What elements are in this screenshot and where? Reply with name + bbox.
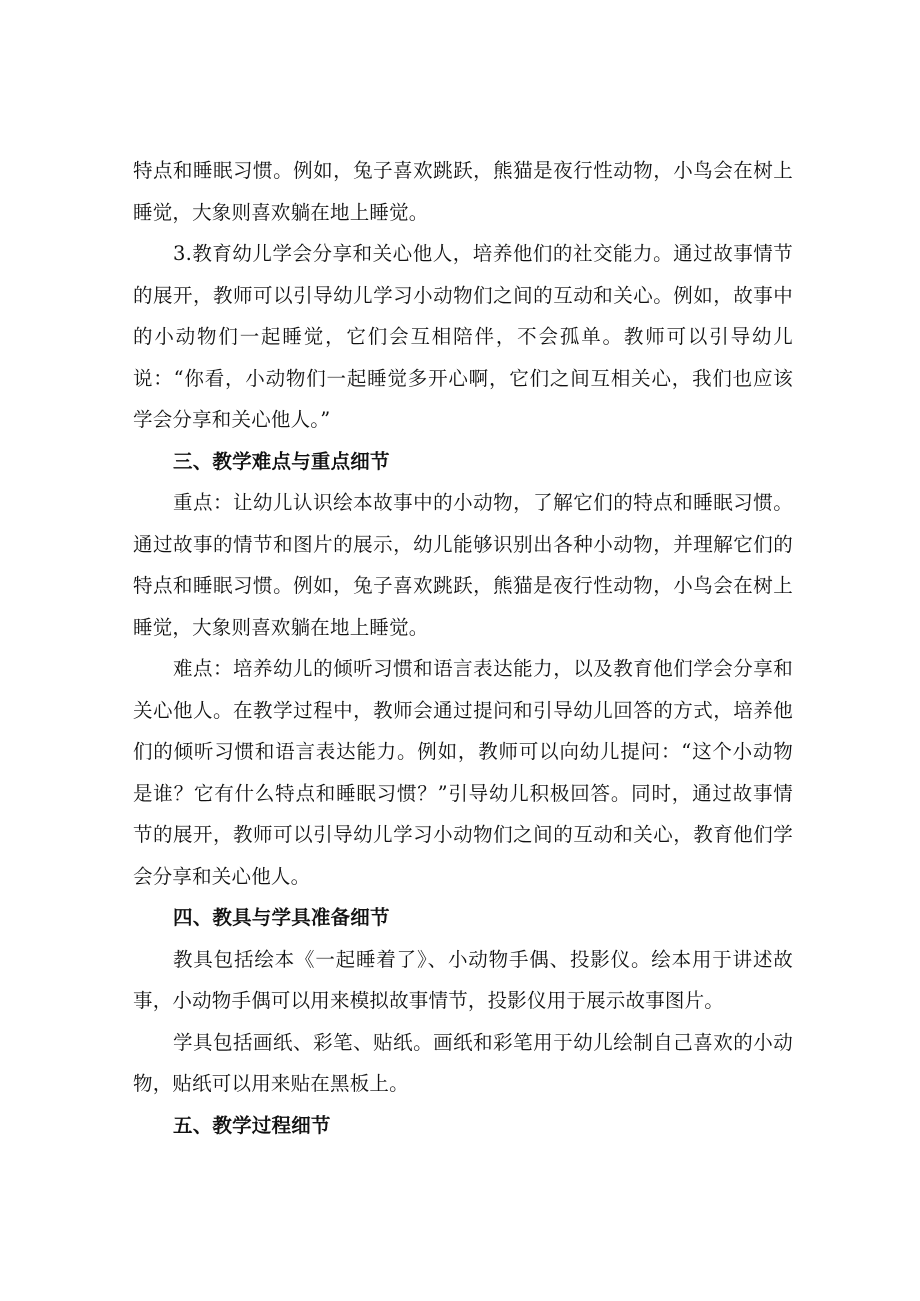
document-body: [133, 150, 793, 1146]
paragraph-sleep-habits-continued: 特点和睡眠习惯。例如，兔子喜欢跳跃，熊猫是夜行性动物，小鸟会在树上睡觉，大象则喜欢躺在地上睡觉。: [133, 159, 793, 224]
paragraph-key-points: 重点：让幼儿认识绘本故事中的小动物，了解它们的特点和睡眠习惯。通过故事的情节和图片的展示，幼儿能够识别出各种小动物，并理解它们的特点和睡眠习惯。例如，兔子喜欢跳跃，熊猫是夜行性动物，小鸟会在树上睡觉，大象则喜欢躺在地上睡觉。: [133, 491, 793, 639]
paragraph-goal-3-social: 3.教育幼儿学会分享和关心他人，培养他们的社交能力。通过故事情节的展开，教师可以引导幼儿学习小动物们之间的互动和关心。例如，故事中的小动物们一起睡觉，它们会互相陪伴，不会孤单。教师可以引导幼儿说：“你看，小动物们一起睡觉多开心啊，它们之间互相关心，我们也应该学会分享和关心他人。”: [133, 242, 793, 431]
section-heading-4: 四、教具与学具准备细节: [173, 906, 390, 929]
paragraph-difficulties: 难点：培养幼儿的倾听习惯和语言表达能力，以及教育他们学会分享和关心他人。在教学过程中，教师会通过提问和引导幼儿回答的方式，培养他们的倾听习惯和语言表达能力。例如，教师可以向幼儿提问：“这个小动物是谁？它有什么特点和睡眠习惯？”引导幼儿积极回答。同时，通过故事情节的展开，教师可以引导幼儿学习小动物们之间的互动和关心，教育他们学会分享和关心他人。: [133, 657, 793, 888]
section-heading-5: 五、教学过程细节: [173, 1113, 331, 1137]
paragraph-learning-materials: 学具包括画纸、彩笔、贴纸。画纸和彩笔用于幼儿绘制自己喜欢的小动物，贴纸可以用来贴在黑板上。: [133, 1030, 793, 1095]
section-heading-3: 三、教学难点与重点细节: [173, 449, 390, 473]
paragraph-teaching-aids: 教具包括绘本《一起睡着了》、小动物手偶、投影仪。绘本用于讲述故事，小动物手偶可以用来模拟故事情节，投影仪用于展示故事图片。: [133, 947, 793, 1012]
